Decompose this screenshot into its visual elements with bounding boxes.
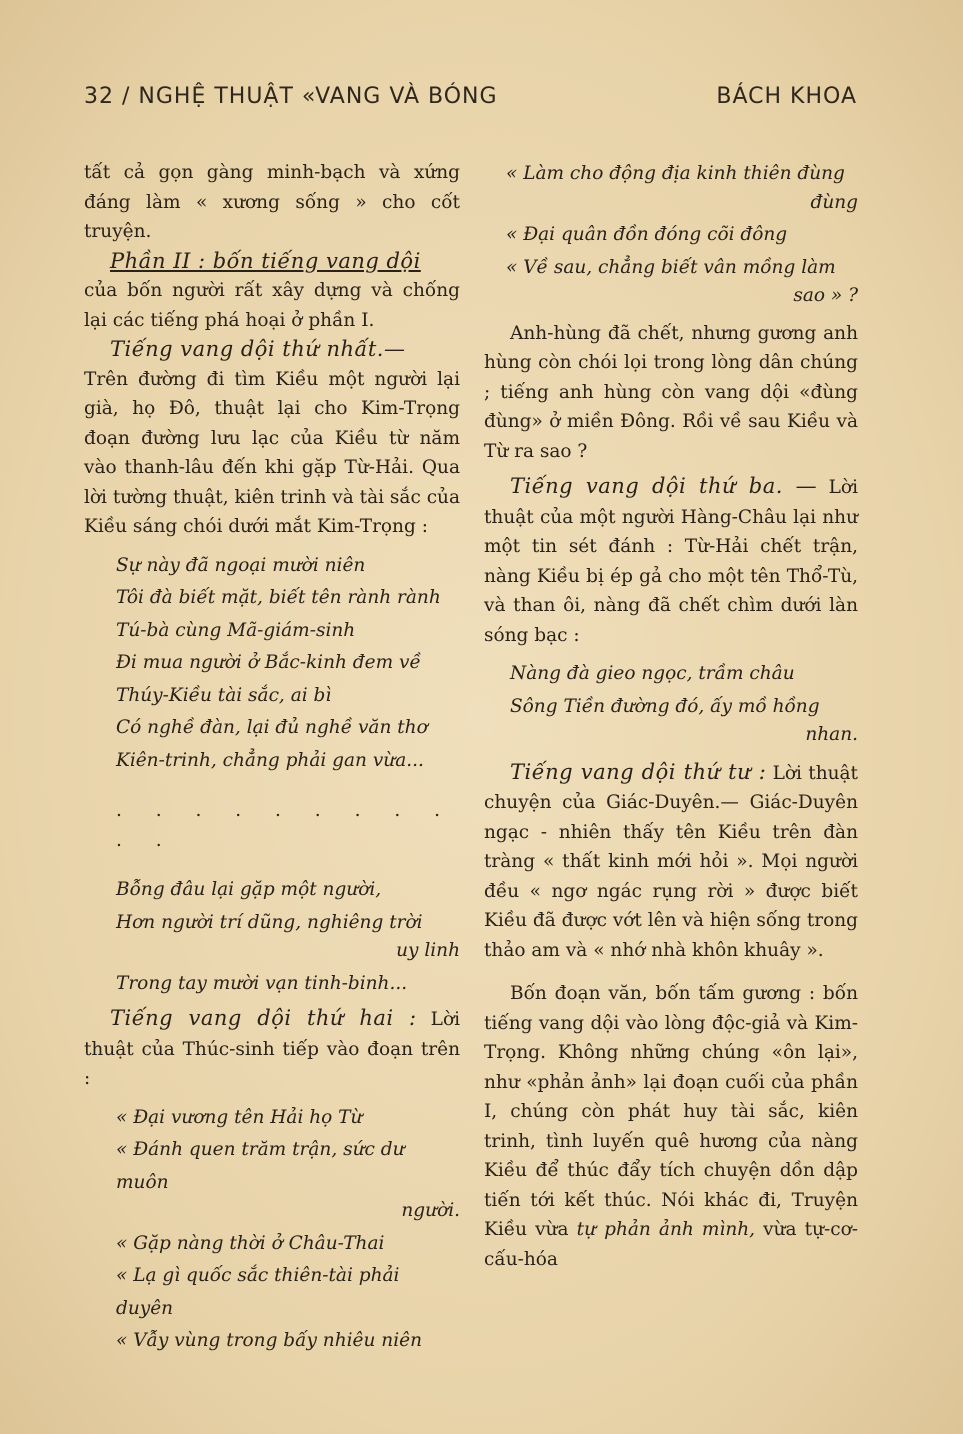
verse-line: Nàng đà gieo ngọc, trầm châu bbox=[510, 663, 795, 684]
paragraph: Anh-hùng đã chết, nhưng gương anh hùng còn chói lọi trong lòng dân chúng ; tiếng anh hùng còn vang dội «đùng đùng» ở miền Đông. Rồi về sau Kiều và Từ ra sao ? bbox=[484, 322, 858, 462]
verse-line: Hơn người trí dũng, nghiêng trời bbox=[116, 911, 423, 933]
verse-line: « Làm cho động địa kinh thiên đùng bbox=[506, 163, 845, 184]
verse-line: Bỗng đâu lại gặp một người, bbox=[116, 879, 382, 900]
verse-line: Kiên-trinh, chẳng phải gan vừa... bbox=[116, 749, 424, 771]
verse-line: « Gặp nàng thời ở Châu-Thai bbox=[116, 1232, 385, 1254]
subheading: Tiếng vang dội thứ ba. — bbox=[510, 474, 818, 498]
left-column bbox=[84, 158, 460, 1358]
paragraph bbox=[484, 979, 858, 1274]
verse-line: Tú-bà cùng Mã-giám-sinh bbox=[116, 619, 356, 641]
paragraph: của bốn người rất xây dựng và chống lại các tiếng phá hoại ở phần I. bbox=[84, 280, 460, 331]
section-heading bbox=[84, 247, 460, 277]
paragraph-italic-text: tự phản ảnh mình, bbox=[576, 1219, 756, 1240]
paragraph: Trên đường đi tìm Kiều một người lại già, họ Đô, thuật lại cho Kim-Trọng đoạn đường lưu lạc của Kiều từ năm vào thanh-lâu đến khi gặp Từ-Hải. Qua lời tường thuật, kiên trinh và tài sắc của Kiều sáng chói dưới mắt Kim-Trọng : bbox=[84, 368, 460, 537]
paragraph: tất cả gọn gàng minh-bạch và xứng đáng làm « xương sống » cho cốt truyện. bbox=[84, 162, 460, 242]
paragraph-text: thuật của một người Hàng-Châu lại như một tin sét đánh : Từ-Hải chết trận, nàng Kiều bị ép gả cho một tên Thổ-Tù, và than ôi, nàng đã chết chìm dưới làn sóng bạc : bbox=[484, 506, 858, 646]
verse-line: « Vẫy vùng trong bấy nhiêu niên bbox=[116, 1330, 422, 1351]
subheading: Tiếng vang dội thứ tư : bbox=[510, 759, 767, 784]
verse-line: « Đánh quen trăm trận, sức dư muôn bbox=[116, 1139, 405, 1193]
subheading: Tiếng vang dội thứ hai : bbox=[110, 1006, 417, 1030]
verse-line: « Về sau, chẳng biết vân mồng làm bbox=[506, 256, 836, 278]
section-heading-text: Phần II : bốn tiếng vang dội bbox=[110, 248, 421, 273]
verse-line: Tôi đà biết mặt, biết tên rành rành bbox=[116, 587, 441, 608]
verse-line: Sông Tiền đường đó, ấy mồ hồng bbox=[510, 695, 820, 717]
paragraph-text: Lời bbox=[430, 1009, 461, 1030]
verse-line-continued: nhan. bbox=[805, 724, 858, 745]
verse-line-continued: người. bbox=[401, 1200, 460, 1221]
header-magazine-name: BÁCH KHOA bbox=[716, 84, 857, 109]
paragraph-text: Lời bbox=[828, 477, 858, 498]
verse-line: « Đại quân đồn đóng cõi đông bbox=[506, 224, 788, 245]
verse-line-continued: sao » ? bbox=[793, 285, 858, 306]
page-header bbox=[84, 84, 857, 109]
subheading: Tiếng vang dội thứ nhất.— bbox=[110, 337, 406, 361]
verse-line: « Lạ gì quốc sắc thiên-tài phải duyên bbox=[116, 1265, 400, 1319]
paragraph-text: Lời bbox=[772, 762, 802, 784]
paragraph bbox=[484, 758, 858, 966]
paragraph-text: Bốn đoạn văn, bốn tấm gương : bốn tiếng vang dội vào lòng độc-giả và Kim-Trọng. Không những chúng «ôn lại», như «phản ảnh» lại đoạn cuối của phần I, chúng còn phát huy tài sắc, kiên trinh, tình luyến quê hương của nàng Kiều để thúc đẩy tích chuyện dồn dập tiến tới kết thúc. Nói khác đi, Truyện Kiều vừa bbox=[484, 983, 858, 1240]
verse-line: Sự này đã ngoại mười niên bbox=[116, 554, 366, 576]
verse-line: Có nghề đàn, lại đủ nghề văn thơ bbox=[116, 717, 428, 738]
ellipsis-divider: . . . . . . . . . . . bbox=[116, 799, 454, 851]
verse-line-continued: uy linh bbox=[396, 940, 460, 961]
paragraph-text: thuật của Thúc-sinh tiếp vào đoạn trên : bbox=[84, 1038, 460, 1089]
paragraph bbox=[84, 1004, 460, 1094]
verse-line: Trong tay mười vạn tinh-binh... bbox=[116, 972, 408, 994]
header-left-title: 32 / NGHỆ THUẬT «VANG VÀ BÓNG bbox=[84, 84, 498, 109]
verse-line: Thúy-Kiều tài sắc, ai bì bbox=[116, 684, 332, 706]
paragraph-text: vừa tự-cơ-cấu-hóa bbox=[484, 1219, 858, 1270]
right-column bbox=[484, 158, 858, 1274]
verse-line: Đi mua người ở Bắc-kinh đem về bbox=[116, 652, 421, 673]
paragraph-text: thuật chuyện của Giác-Duyên.— Giác-Duyên ngạc - nhiên thấy tên Kiều trên đàn tràng « thất kinh mới hỏi ». Mọi người đều « ngơ ngác rụng rời » được biết Kiều đã được vớt lên và hiện sống trong thảo am và « nhớ nhà khôn khuây ». bbox=[484, 762, 858, 961]
paragraph bbox=[484, 472, 858, 650]
verse-line-continued: đùng bbox=[810, 191, 858, 213]
verse-line: « Đại vương tên Hải họ Từ bbox=[116, 1106, 363, 1128]
